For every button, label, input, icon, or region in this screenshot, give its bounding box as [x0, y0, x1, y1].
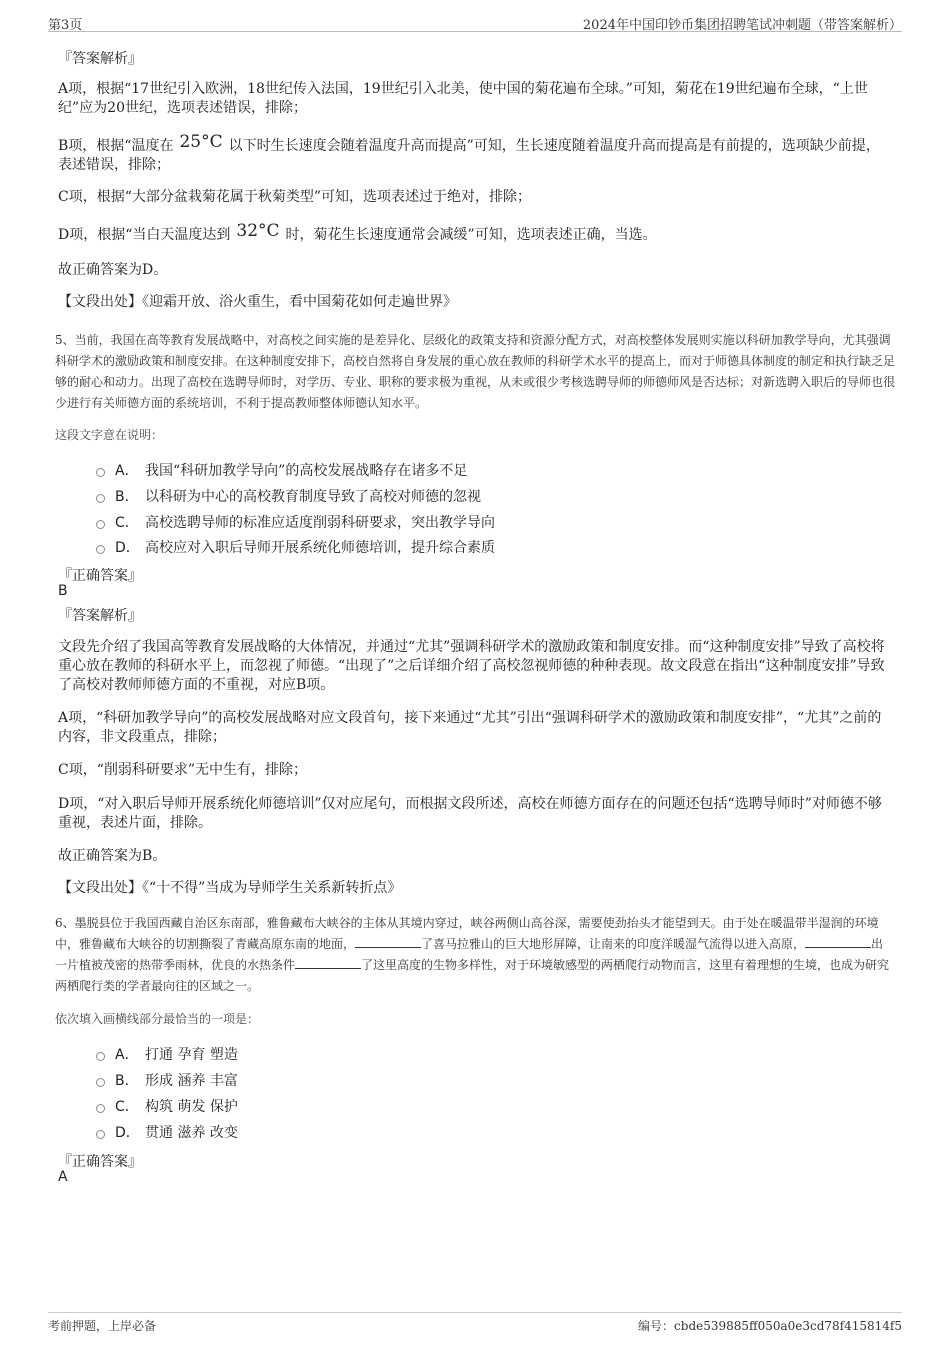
- q5-option-a[interactable]: A． 我国“科研加教学导向”的高校发展战略存在诸多不足: [96, 460, 467, 480]
- fill-blank-2[interactable]: [805, 936, 871, 948]
- q6-option-c[interactable]: C． 构筑 萌发 保护: [96, 1096, 238, 1116]
- q6-passage: 6、墨脱县位于我国西藏自治区东南部，雅鲁藏布大峡谷的主体从其境内穿过，峡谷两侧山高谷深，需要使劲抬头才能望到天。由于处在暖温带半湿润的环境中，雅鲁藏布大峡谷的切割撕裂了青藏高原东南的地面， 了喜马拉雅山的巨大地形屏障，让南来的印度洋暖湿气流得以进入高原， 出一片植被茂密的热带季雨林，优良的水热条件 了这里高度的生物多样性，对于环境敏感型的两栖爬行动物而言，这里有着理想的生境，也成为研究两栖爬行类的学者最向往的区域之一。: [55, 916, 890, 993]
- q6-prompt: 依次填入画横线部分最恰当的一项是：: [55, 1012, 260, 1026]
- q6-correct-answer: A: [58, 1169, 68, 1185]
- document-title: 2024年中国印钞币集团招聘笔试冲刺题（带答案解析）: [582, 18, 902, 33]
- radio-icon[interactable]: [96, 545, 105, 554]
- q6-option-a[interactable]: A． 打通 孕育 塑造: [96, 1044, 238, 1064]
- q5-analysis-a: A项，“科研加教学导向”的高校发展战略对应文段首句，接下来通过“尤其”引出“强调科研学术的激励政策和制度安排”，“尤其”之前的内容，非文段重点，排除；: [58, 710, 882, 745]
- q5-analysis: 文段先介绍了我国高等教育发展战略的大体情况，并通过“尤其”强调科研学术的激励政策和制度安排。而“这种制度安排”导致了高校将重心放在教师的科研水平上，而忽视了师德。“出现了”之后详细介绍了高校忽视师德的种种表现。故文段意在指出“这种制度安排”导致了高校对教师师德方面的不重视，对应B项。: [58, 639, 885, 693]
- q5-analysis-label: 『答案解析』: [58, 608, 142, 624]
- page-footer: [48, 1312, 902, 1334]
- q4-analysis-d: D项，根据“当白天温度达到 32°C 时，菊花生长速度通常会减缓”可知，选项表述正确，当选。: [58, 221, 657, 243]
- q5-analysis-d: D项，“对入职后导师开展系统化师德培训”仅对应尾句，而根据文段所述，高校在师德方面存在的问题还包括“选聘导师时”对师德不够重视，表述片面，排除。: [58, 796, 882, 831]
- page-number: 第3页: [48, 18, 83, 33]
- radio-icon[interactable]: [96, 468, 105, 477]
- q5-source: 【文段出处】《“十不得”当成为导师学生关系新转折点》: [58, 880, 402, 896]
- radio-icon[interactable]: [96, 1104, 105, 1113]
- q5-option-b[interactable]: B． 以科研为中心的高校教育制度导致了高校对师德的忽视: [96, 486, 481, 506]
- q6-correct-label: 『正确答案』: [58, 1154, 142, 1170]
- radio-icon[interactable]: [96, 1078, 105, 1087]
- q5-analysis-c: C项，“削弱科研要求”无中生有，排除；: [58, 762, 308, 778]
- temperature-25: 25°C: [179, 132, 223, 152]
- q5-option-d[interactable]: D． 高校应对入职后导师开展系统化师德培训，提升综合素质: [96, 537, 495, 557]
- q4-analysis-b: B项，根据“温度在 25°C 以下时生长速度会随着温度升高而提高”可知，生长速度随着温度升高而提高是有前提的，选项缺少前提，表述错误，排除；: [58, 132, 880, 173]
- radio-icon[interactable]: [96, 520, 105, 529]
- radio-icon[interactable]: [96, 494, 105, 503]
- q5-conclusion: 故正确答案为B。: [58, 848, 167, 864]
- q4-analysis-label: 『答案解析』: [58, 51, 142, 67]
- radio-icon[interactable]: [96, 1052, 105, 1061]
- q6-option-d[interactable]: D． 贯通 滋养 改变: [96, 1122, 238, 1142]
- q5-correct-label: 『正确答案』: [58, 568, 142, 584]
- q5-passage: 5、当前，我国在高等教育发展战略中，对高校之间实施的是差异化、层级化的政策支持和资源分配方式，对高校整体发展则实施以科研加教学导向，尤其强调科研学术的激励政策和制度安排。在这种制度安排下，高校自然将自身发展的重心放在教师的科研学术水平的提高上，而对于师德具体制度的制定和执行缺乏足够的耐心和动力。出现了高校在选聘导师时，对学历、专业、职称的要求极为重视，从未或很少考核选聘导师的师德师风是否达标；对新选聘入职后的导师也很少进行有关师德方面的系统培训，不利于提高教师整体师德认知水平。: [55, 333, 896, 410]
- q4-conclusion: 故正确答案为D。: [58, 262, 168, 278]
- q5-correct-answer: B: [58, 583, 68, 599]
- q4-analysis-c: C项，根据“大部分盆栽菊花属于秋菊类型”可知，选项表述过于绝对，排除；: [58, 189, 532, 205]
- radio-icon[interactable]: [96, 1130, 105, 1139]
- q5-prompt: 这段文字意在说明：: [55, 428, 164, 442]
- document-code: 编号：cbde539885ff050a0e3cd78f415814f5: [638, 1319, 902, 1333]
- q4-analysis-a: A项，根据“17世纪引入欧洲，18世纪传入法国，19世纪引入北美，使中国的菊花遍布全球。”可知，菊花在19世纪遍布全球，“上世纪”应为20世纪，选项表述错误，排除；: [58, 81, 868, 116]
- fill-blank-3[interactable]: [295, 957, 361, 969]
- q5-option-c[interactable]: C． 高校选聘导师的标准应适度削弱科研要求，突出教学导向: [96, 512, 495, 532]
- page-header: [48, 14, 902, 32]
- temperature-32: 32°C: [236, 221, 280, 241]
- q4-source: 【文段出处】《迎霜开放、浴火重生，看中国菊花如何走遍世界》: [58, 294, 457, 310]
- fill-blank-1[interactable]: [355, 936, 421, 948]
- footer-slogan: 考前押题，上岸必备: [48, 1319, 157, 1333]
- q6-option-b[interactable]: B． 形成 涵养 丰富: [96, 1070, 238, 1090]
